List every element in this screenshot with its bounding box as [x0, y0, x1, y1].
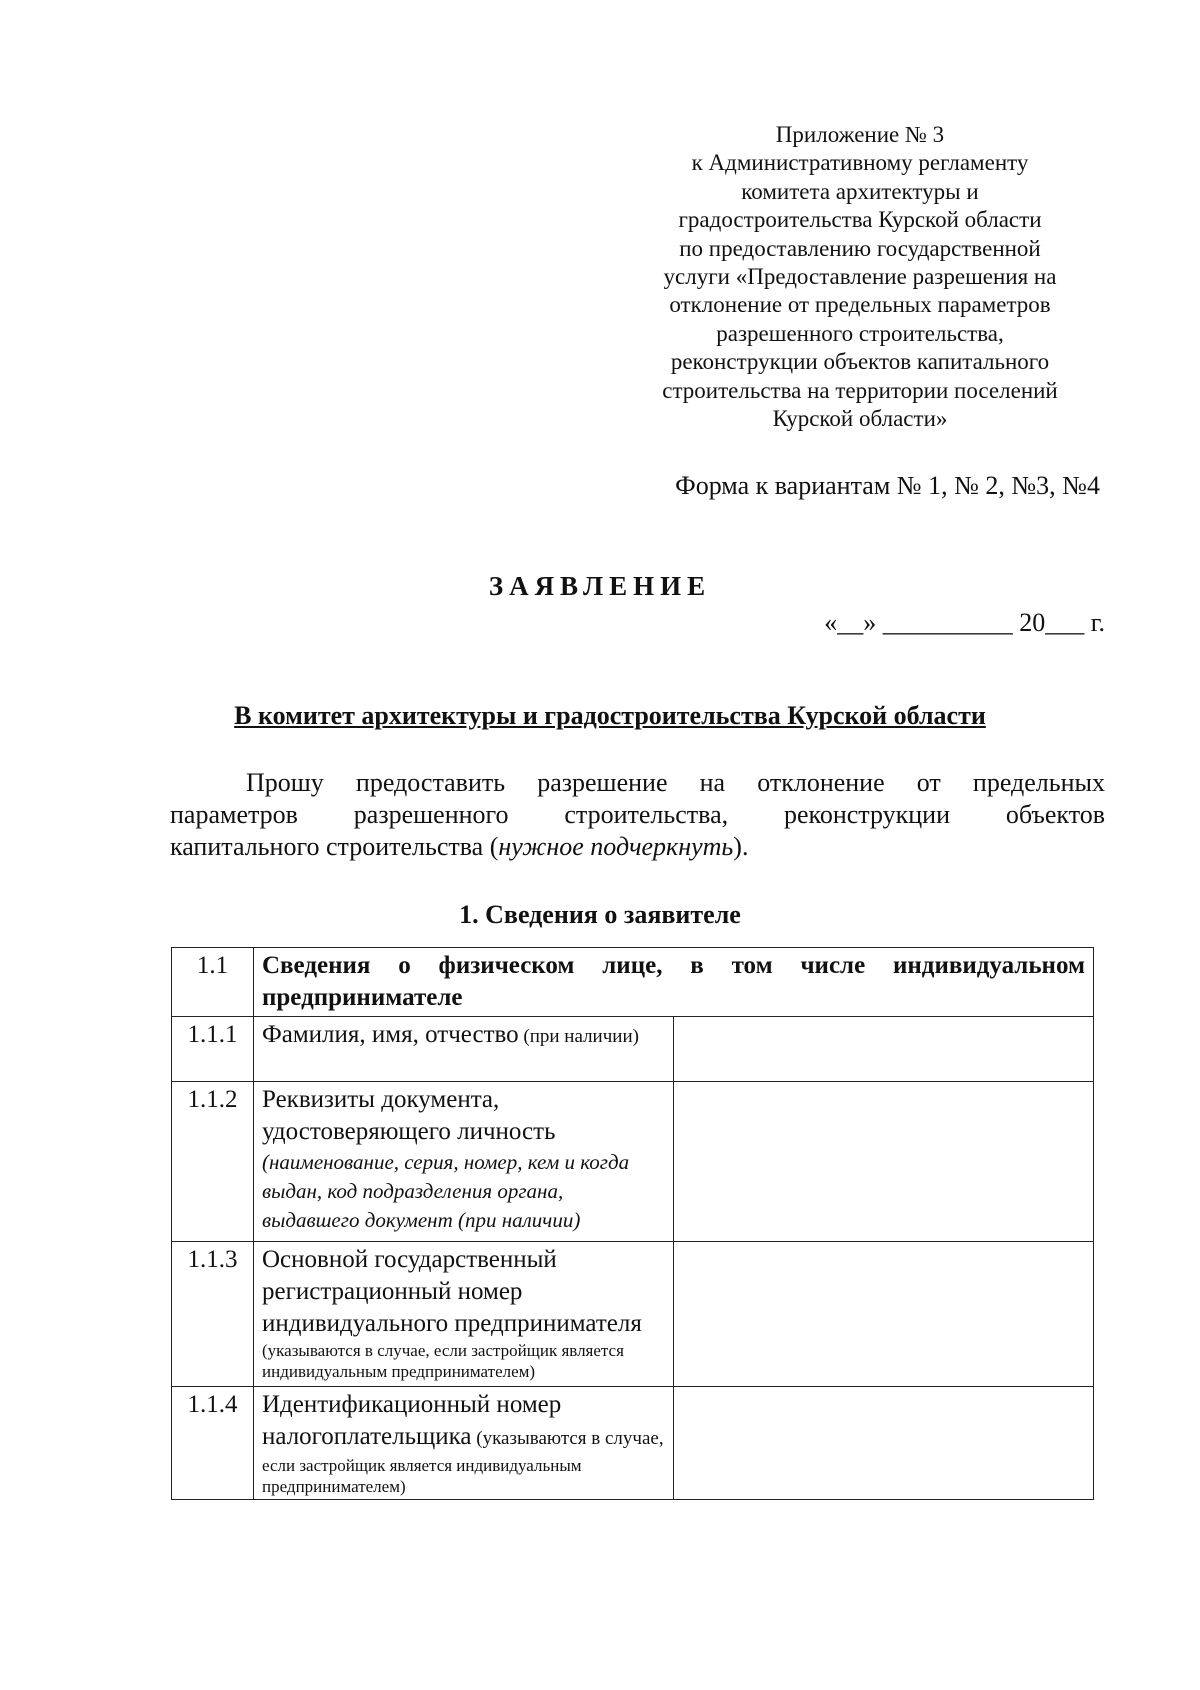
row-label [254, 1082, 674, 1242]
appendix-line: комитета архитектуры и [741, 178, 979, 204]
label-hint: (наименование, серия, номер, кем и когда выдан, код подразделения органа, выдавшего документ (при наличии) [262, 1150, 630, 1232]
appendix-line: Приложение № 3 [775, 122, 945, 147]
label-hint: если застройщик является индивидуальным предпринимателем) [262, 1456, 582, 1496]
label-hint: (указываются в случае, если застройщик является индивидуальным предпринимателем) [262, 1341, 624, 1381]
label-text: Основной государственный регистрационный номер индивидуального предпринимателя [262, 1246, 642, 1337]
label-hint-inline: (указываются в случае, [471, 1428, 664, 1449]
appendix-line: градостроительства Курской области [678, 207, 1042, 233]
label-text: Реквизиты документа, удостоверяющего личность [262, 1086, 556, 1145]
applicant-info-table [171, 947, 1094, 1500]
label-text: Фамилия, имя, отчество [262, 1021, 519, 1048]
row-number: 1.1.2 [172, 1082, 254, 1242]
appendix-line: разрешенного строительства, [716, 320, 1004, 346]
form-variants-note: Форма к вариантам № 1, № 2, №3, №4 [675, 471, 1100, 500]
row-number: 1.1.3 [172, 1242, 254, 1387]
appendix-line: Курской области» [772, 406, 948, 432]
request-text-end: ). [733, 832, 749, 861]
date-field[interactable]: «__» __________ 20___ г. [824, 608, 1105, 637]
value-cell-full-name[interactable] [674, 1017, 1094, 1082]
appendix-line: по предоставлению государственной [679, 235, 1041, 261]
table-row [172, 1082, 1094, 1242]
label-hint: (при наличии) [518, 1026, 639, 1047]
row-label [254, 1387, 674, 1500]
table-header-cell: Сведения о физическом лице, в том числе индивидуальном предпринимателе [254, 948, 1094, 1017]
request-text: капитального строительства ( [170, 832, 499, 861]
appendix-line: к Административному регламенту [691, 150, 1029, 176]
appendix-line: реконструкции объектов капитального [670, 349, 1050, 375]
row-number: 1.1.1 [172, 1017, 254, 1082]
request-italic-note: нужное подчеркнуть [498, 832, 734, 861]
label-text: Идентификационный номер налогоплательщика [262, 1391, 562, 1450]
table-row [172, 1387, 1094, 1500]
row-label [254, 1242, 674, 1387]
section-heading: 1. Сведения о заявителе [459, 900, 741, 929]
request-line: параметров разрешенного строительства, реконструкции объектов [170, 800, 1105, 829]
addressee-line: В комитет архитектуры и градостроительства Курской области [234, 701, 986, 730]
appendix-line: услуги «Предоставление разрешения на [663, 264, 1057, 290]
appendix-line: строительства на территории поселений [662, 377, 1058, 403]
request-paragraph [170, 767, 1105, 863]
request-line: Прошу предоставить разрешение на отклонение от предельных [246, 768, 1105, 797]
appendix-header [625, 121, 1095, 433]
value-cell-identity-document[interactable] [674, 1082, 1094, 1242]
document-title: ЗАЯВЛЕНИЕ [488, 571, 712, 601]
table-row-header [172, 948, 1094, 1017]
request-line [170, 831, 1105, 863]
row-number: 1.1 [172, 948, 254, 1017]
row-number: 1.1.4 [172, 1387, 254, 1500]
row-label [254, 1017, 674, 1082]
table-row [172, 1242, 1094, 1387]
appendix-line: отклонение от предельных параметров [669, 292, 1051, 318]
value-cell-inn[interactable] [674, 1387, 1094, 1500]
value-cell-ogrnip[interactable] [674, 1242, 1094, 1387]
table-row [172, 1017, 1094, 1082]
